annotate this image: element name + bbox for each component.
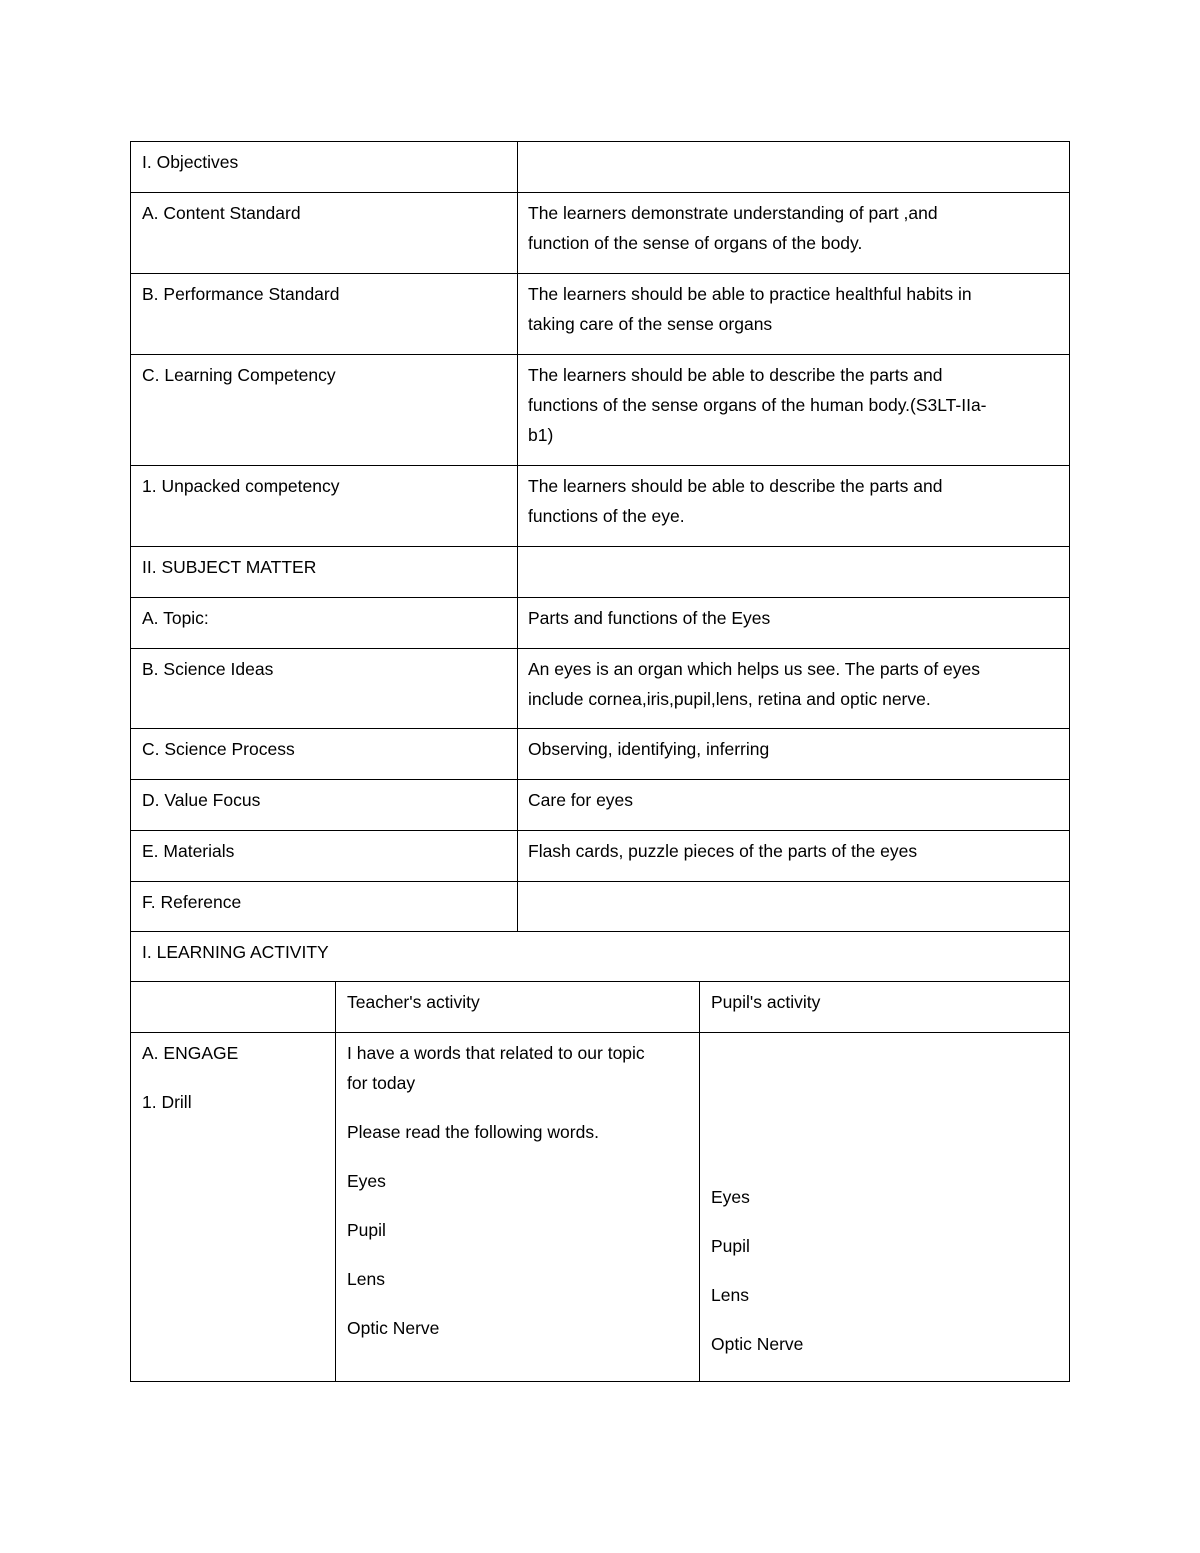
row-value bbox=[518, 547, 1069, 597]
empty-header-cell bbox=[131, 982, 336, 1032]
table-row bbox=[131, 598, 1069, 649]
table-row bbox=[131, 882, 1069, 932]
row-value: Parts and functions of the Eyes bbox=[528, 608, 771, 628]
row-value: An eyes is an organ which helps us see. The parts of eyes include cornea,iris,pupil,lens, retina and optic nerve. bbox=[528, 659, 981, 709]
row-label: D. Value Focus bbox=[131, 780, 518, 830]
row-value: The learners should be able to practice healthful habits in taking care of the sense organs bbox=[528, 284, 972, 334]
table-row bbox=[131, 780, 1069, 831]
teacher-activity-cell: I have a words that related to our topic for today Please read the following words. Eyes Pupil Lens Optic Nerve bbox=[336, 1033, 700, 1381]
table-row bbox=[131, 466, 1069, 547]
pupil-activity-header: Pupil's activity bbox=[711, 992, 821, 1012]
row-label: I. Objectives bbox=[131, 142, 518, 192]
table-row bbox=[131, 729, 1069, 780]
table-row bbox=[131, 1033, 1069, 1381]
pupil-activity-cell: Eyes Pupil Lens Optic Nerve bbox=[711, 1187, 804, 1354]
row-value bbox=[518, 882, 1069, 931]
table-row bbox=[131, 649, 1069, 729]
row-label: C. Science Process bbox=[131, 729, 518, 779]
row-label: A. Content Standard bbox=[131, 193, 518, 273]
table-row bbox=[131, 932, 1069, 982]
row-label: B. Science Ideas bbox=[131, 649, 518, 728]
engage-label-cell: A. ENGAGE 1. Drill bbox=[131, 1033, 336, 1381]
row-label: F. Reference bbox=[131, 882, 518, 931]
table-row bbox=[131, 193, 1069, 274]
table-row bbox=[131, 982, 1069, 1033]
row-label: A. Topic: bbox=[131, 598, 518, 648]
table-row bbox=[131, 831, 1069, 882]
table-row bbox=[131, 547, 1069, 598]
table-row bbox=[131, 274, 1069, 355]
lesson-plan-table bbox=[130, 141, 1070, 1382]
row-value: The learners demonstrate understanding of part ,and function of the sense of organs of the body. bbox=[528, 203, 938, 253]
section-heading: I. LEARNING ACTIVITY bbox=[142, 942, 329, 962]
row-value: Care for eyes bbox=[528, 790, 634, 810]
row-value: The learners should be able to describe the parts and functions of the sense organs of the human body.(S3LT-IIa- b1) bbox=[528, 365, 987, 445]
row-label: C. Learning Competency bbox=[131, 355, 518, 465]
table-row bbox=[131, 355, 1069, 466]
row-value: The learners should be able to describe the parts and functions of the eye. bbox=[528, 476, 943, 526]
row-label: E. Materials bbox=[131, 831, 518, 881]
row-value: Observing, identifying, inferring bbox=[528, 739, 770, 759]
row-label: 1. Unpacked competency bbox=[131, 466, 518, 546]
row-value: Flash cards, puzzle pieces of the parts of the eyes bbox=[528, 841, 918, 861]
teacher-activity-header: Teacher's activity bbox=[336, 982, 700, 1032]
row-label: II. SUBJECT MATTER bbox=[131, 547, 518, 597]
table-row bbox=[131, 142, 1069, 193]
row-value bbox=[518, 142, 1069, 192]
row-label: B. Performance Standard bbox=[131, 274, 518, 354]
